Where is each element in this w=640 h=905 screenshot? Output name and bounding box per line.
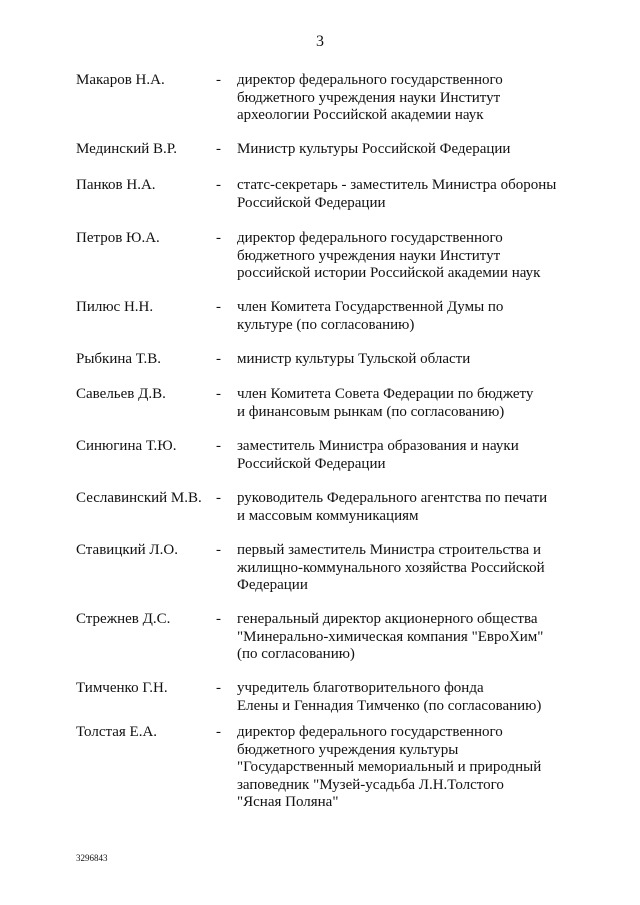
member-dash: - [216, 438, 221, 454]
member-position [237, 72, 567, 125]
member-position-line: заповедник "Музей-усадьба Л.Н.Толстого [237, 776, 504, 793]
page-number: 3 [316, 33, 324, 50]
member-dash: - [216, 611, 221, 627]
member-position [237, 724, 567, 812]
member-dash: - [216, 230, 221, 246]
member-position [237, 141, 567, 159]
member-position [237, 542, 567, 595]
member-position-line: учредитель благотворительного фонда [237, 680, 484, 696]
member-dash: - [216, 72, 221, 88]
member-position-line: и финансовым рынкам (по согласованию) [237, 403, 505, 420]
member-position [237, 490, 567, 525]
member-position-line: Елены и Геннадия Тимченко (по согласованию) [237, 697, 542, 714]
member-dash: - [216, 351, 221, 367]
member-name: Толстая Е.А. [76, 724, 158, 740]
member-position-line: член Комитета Совета Федерации по бюджету [237, 386, 534, 402]
member-name: Панков Н.А. [76, 177, 156, 193]
member-dash: - [216, 299, 221, 315]
member-position-line: член Комитета Государственной Думы по [237, 299, 504, 315]
member-position-line: "Ясная Поляна" [237, 794, 339, 810]
member-position-line: министр культуры Тульской области [237, 351, 471, 367]
member-name: Савельев Д.В. [76, 386, 166, 402]
member-position-line: статс-секретарь - заместитель Министра обороны [237, 177, 557, 193]
member-name: Рыбкина Т.В. [76, 351, 161, 367]
member-position-line: генеральный директор акционерного общества [237, 611, 538, 627]
member-position-line: Министр культуры Российской Федерации [237, 141, 511, 157]
member-position [237, 386, 567, 421]
member-dash: - [216, 141, 221, 157]
member-position-line: археологии Российской академии наук [237, 107, 484, 123]
member-name: Синюгина Т.Ю. [76, 438, 177, 454]
member-position [237, 680, 567, 715]
document-code: 3296843 [76, 853, 108, 863]
member-position-line: Российской Федерации [237, 455, 386, 472]
member-name: Пилюс Н.Н. [76, 299, 154, 315]
member-dash: - [216, 542, 221, 558]
member-position-line: и массовым коммуникациям [237, 507, 419, 524]
member-position-line: бюджетного учреждения науки Институт [237, 89, 501, 106]
member-dash: - [216, 386, 221, 402]
member-position-line: бюджетного учреждения науки Институт [237, 247, 501, 264]
member-position-line: "Минерально-химическая компания "ЕвроХим" [237, 628, 544, 645]
member-position-line: Российской Федерации [237, 194, 386, 211]
member-position-line: первый заместитель Министра строительства и [237, 542, 541, 558]
member-dash: - [216, 177, 221, 193]
member-position-line: директор федерального государственного [237, 230, 503, 246]
member-name: Сеславинский М.В. [76, 490, 202, 506]
member-position [237, 351, 567, 369]
member-position-line: российской истории Российской академии наук [237, 265, 541, 281]
member-position [237, 611, 567, 664]
member-dash: - [216, 680, 221, 696]
member-dash: - [216, 490, 221, 506]
member-position-line: директор федерального государственного [237, 72, 503, 88]
member-position [237, 299, 567, 334]
member-name: Тимченко Г.Н. [76, 680, 168, 696]
member-position-line: директор федерального государственного [237, 724, 503, 740]
member-position-line: руководитель Федерального агентства по печати [237, 490, 548, 506]
member-name: Петров Ю.А. [76, 230, 160, 246]
member-name: Мединский В.Р. [76, 141, 178, 157]
member-position [237, 438, 567, 473]
member-position-line: бюджетного учреждения культуры [237, 741, 459, 758]
member-name: Стрежнев Д.С. [76, 611, 171, 627]
member-position [237, 177, 567, 212]
member-position [237, 230, 567, 283]
member-position-line: Федерации [237, 577, 308, 593]
member-position-line: "Государственный мемориальный и природный [237, 759, 542, 775]
member-position-line: культуре (по согласованию) [237, 316, 415, 333]
member-dash: - [216, 724, 221, 740]
member-position-line: (по согласованию) [237, 646, 355, 662]
member-position-line: жилищно-коммунального хозяйства Российской [237, 559, 545, 576]
member-position-line: заместитель Министра образования и науки [237, 438, 519, 454]
member-name: Ставицкий Л.О. [76, 542, 178, 558]
member-name: Макаров Н.А. [76, 72, 165, 88]
